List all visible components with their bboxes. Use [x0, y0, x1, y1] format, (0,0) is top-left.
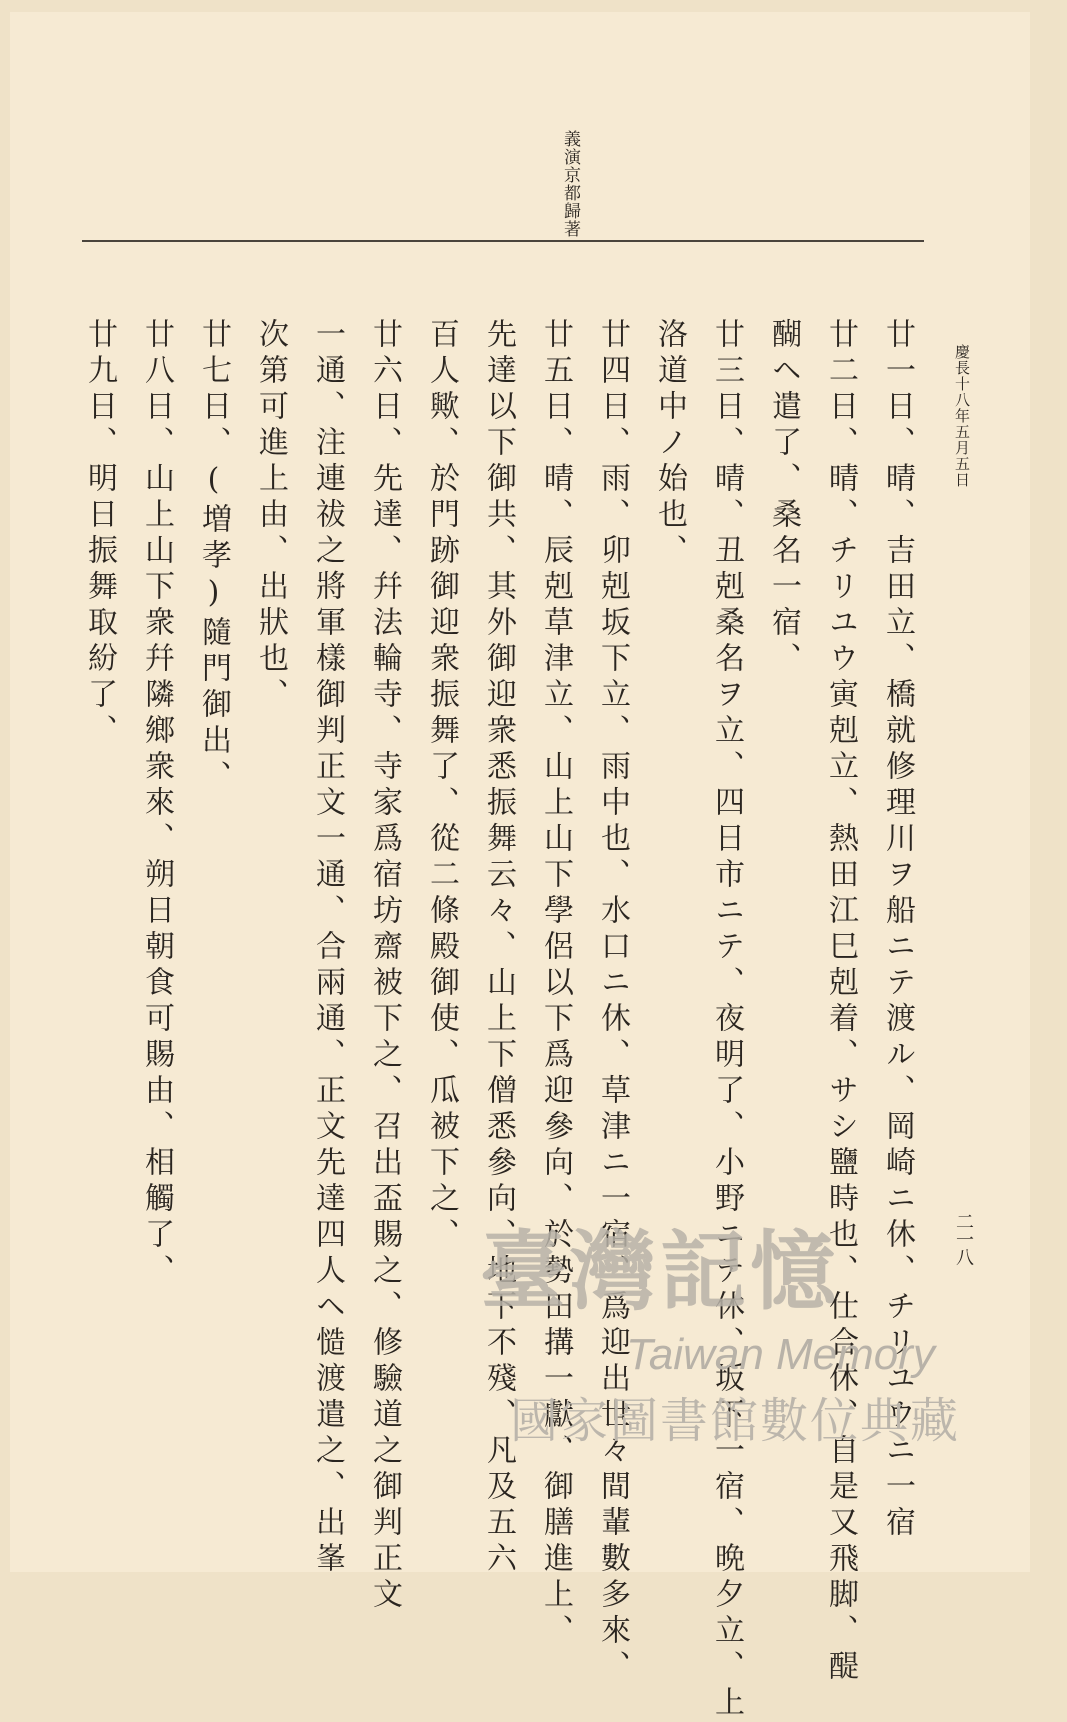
text-line: 次第可進上由、出狀也、	[253, 318, 288, 714]
text-line: 廿七日、(増孝)隨門御出、	[196, 318, 231, 796]
text-line: 廿二日、晴、チリユウ寅剋立、熱田江巳剋着、サシ鹽時也、仕合休、自是又飛脚、醍	[823, 318, 858, 1686]
text-line: 一通、注連祓之將軍樣御判正文一通、合兩通、正文先達四人ヘ慥渡遣之、出峯	[310, 318, 345, 1578]
text-line: 廿四日、雨、卯剋坂下立、雨中也、水口ニ休、草津ニ一宿、爲迎出世々間輩數多來、	[595, 318, 630, 1686]
text-line: 先達以下御共、其外御迎衆悉振舞云々、山上下僧悉參向、地下不殘、凡及五六	[481, 318, 516, 1578]
header-divider	[82, 240, 924, 242]
text-line: 醐ヘ遣了、桑名一宿、	[766, 318, 801, 678]
text-line: 廿六日、先達、幷法輪寺、寺家爲宿坊齋被下之、召出盃賜之、修驗道之御判正文	[367, 318, 402, 1614]
watermark-library: 國家圖書館數位典藏	[510, 1393, 961, 1449]
book-section-title: 義演京都歸著	[560, 130, 580, 238]
document-page	[10, 12, 1030, 1722]
running-head: 慶長十八年五月五日	[953, 344, 971, 488]
watermark-logo: 臺灣記憶	[480, 1221, 840, 1322]
text-line: 廿五日、晴、辰剋草津立、山上山下學侶以下爲迎參向、於勢田搆一獻、御膳進上、	[538, 318, 573, 1650]
text-line: 廿一日、晴、吉田立、橋就修理川ヲ船ニテ渡ル、岡崎ニ休、チリユウニ一宿	[880, 318, 915, 1542]
text-line: 百人歟、於門跡御迎衆振舞了、從二條殿御使、瓜被下之、	[424, 318, 459, 1254]
text-line: 廿八日、山上山下衆幷隣鄉衆來、朔日朝食可賜由、相觸了、	[139, 318, 174, 1290]
text-line: 洛道中ノ始也、	[652, 318, 687, 570]
page-number: 二一八	[953, 1212, 974, 1266]
text-line: 廿三日、晴、丑剋桑名ヲ立、四日市ニテ、夜明了、小野ニテ休、坂下一宿、晩夕立、上	[709, 318, 744, 1722]
watermark-latin: Taiwan Memory	[626, 1330, 935, 1379]
text-line: 廿九日、明日振舞取紛了、	[82, 318, 117, 750]
